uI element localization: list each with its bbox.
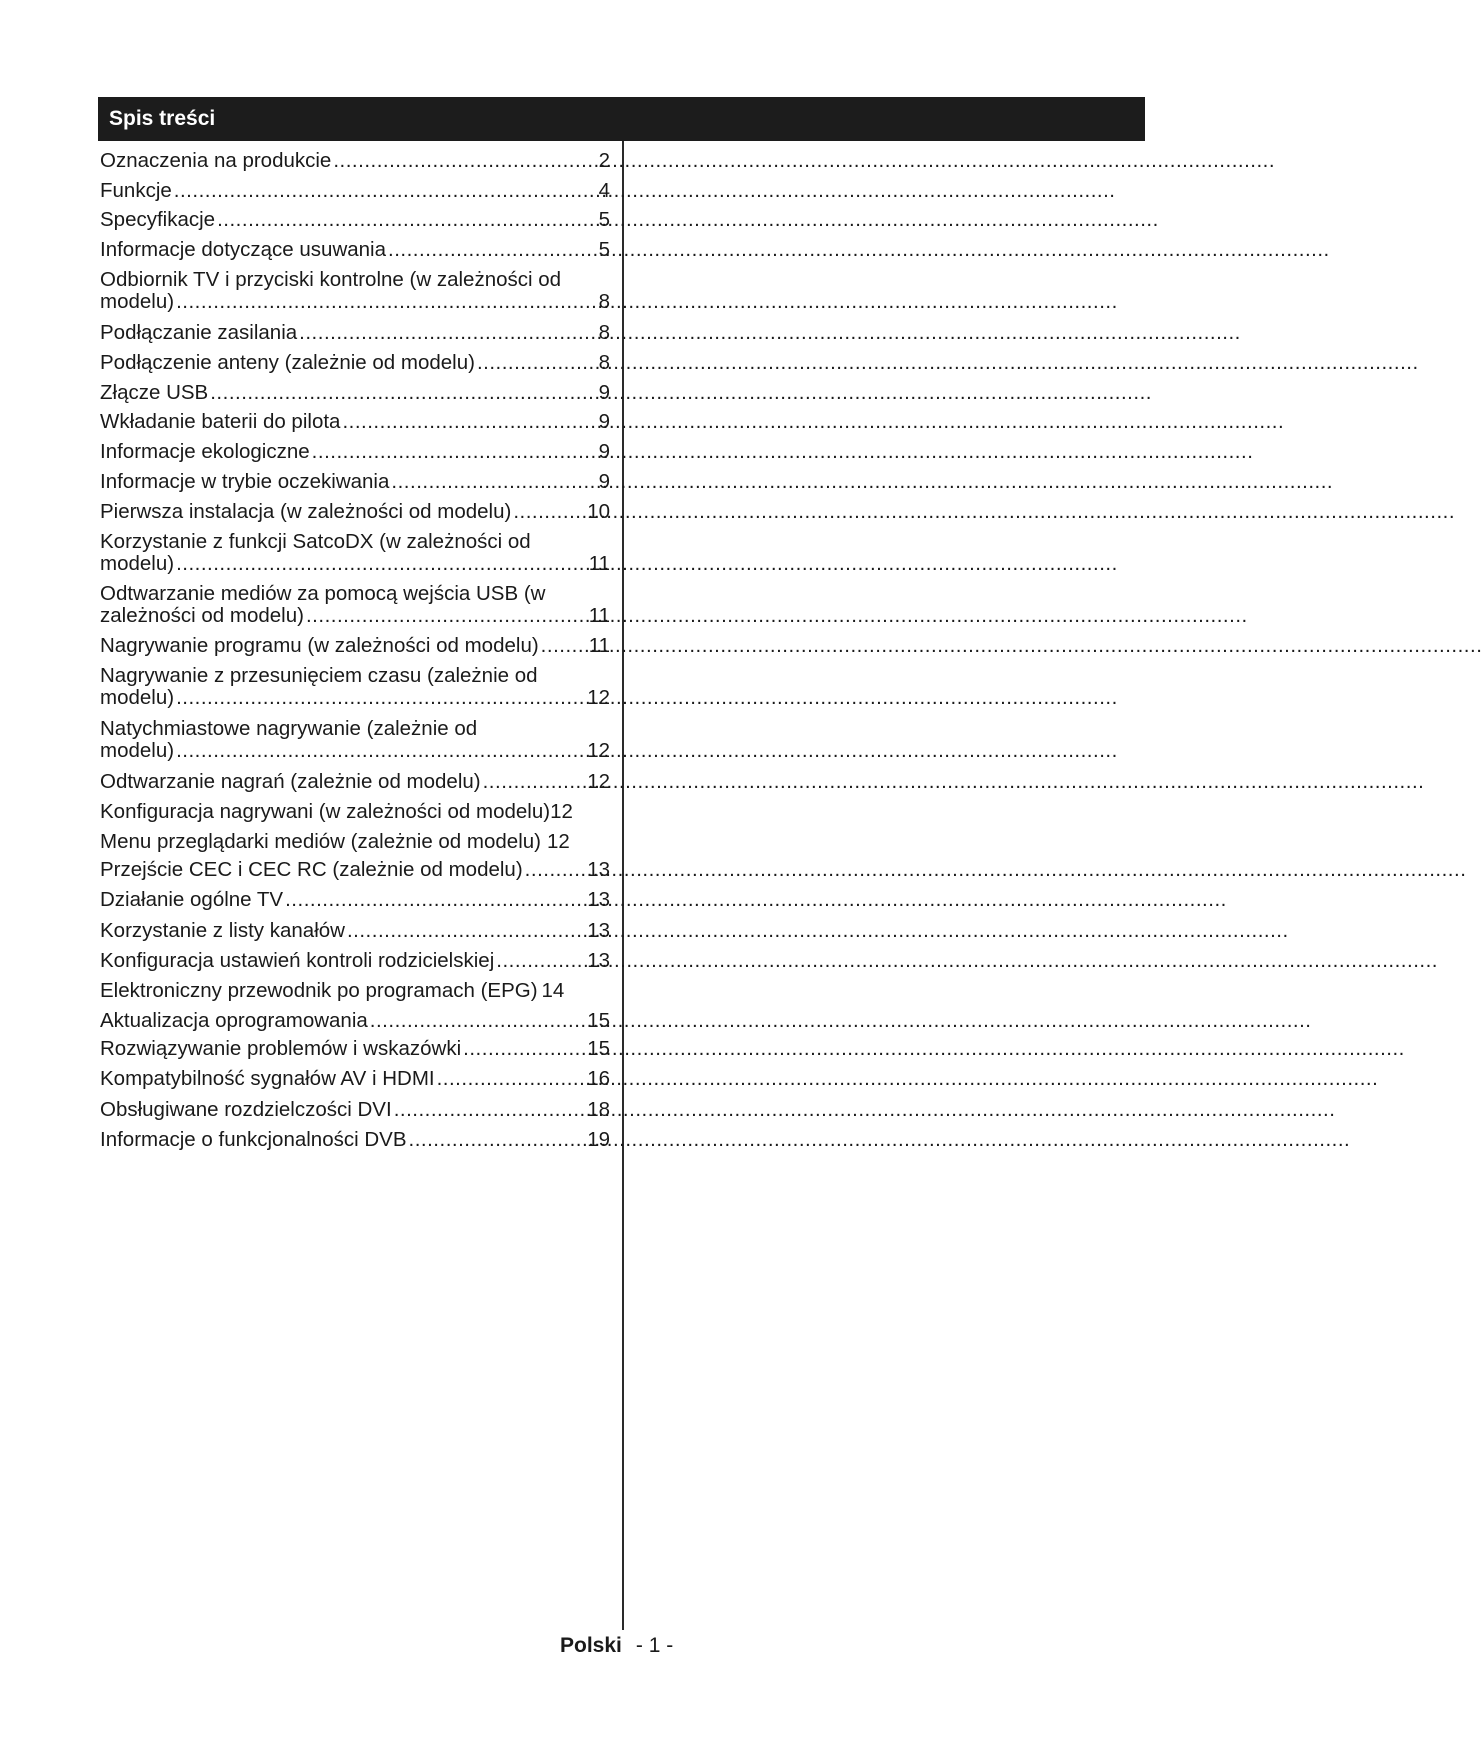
toc-entry-title: modelu) xyxy=(100,552,175,575)
toc-entry[interactable] xyxy=(100,665,610,708)
toc-leader-dots xyxy=(342,411,596,432)
toc-leader-dots xyxy=(312,441,597,462)
toc-entry-title: Działanie ogólne TV xyxy=(100,888,284,911)
toc-entry-page: 11 xyxy=(588,634,610,657)
toc-entry[interactable] xyxy=(100,1129,610,1150)
toc-entry-page: 11 xyxy=(588,552,610,575)
toc-entry-page: 13 xyxy=(587,919,610,942)
toc-entry[interactable] xyxy=(100,1010,610,1031)
toc-leader-dots xyxy=(394,1099,586,1120)
toc-entry-title: Menu przeglądarki mediów (zależnie od modelu) xyxy=(100,830,541,853)
toc-entry-page: 12 xyxy=(587,739,610,762)
toc-entry[interactable] xyxy=(100,269,610,312)
toc-entry-title-line1: Odtwarzanie mediów za pomocą wejścia USB (w xyxy=(100,582,546,605)
toc-entry-page: 15 xyxy=(587,1009,610,1032)
toc-entry[interactable] xyxy=(100,801,610,822)
toc-entry-title: Oznaczenia na produkcie xyxy=(100,149,332,172)
toc-entry-title-line1: Odbiornik TV i przyciski kontrolne (w zależności od xyxy=(100,268,562,291)
toc-entry[interactable] xyxy=(100,889,610,910)
toc-leader-dots xyxy=(388,239,597,260)
toc-entry-page: 13 xyxy=(587,858,610,881)
toc-entry-title: zależności od modelu) xyxy=(100,604,304,627)
toc-entry-title: modelu) xyxy=(100,686,175,709)
toc-entry-page: 9 xyxy=(598,440,610,463)
toc-leader-dots xyxy=(409,1129,586,1150)
toc-entry-title: Konfiguracja ustawień kontroli rodzicielskiej xyxy=(100,949,495,972)
toc-entry[interactable] xyxy=(100,718,610,761)
toc-entry-title: Informacje dotyczące usuwania xyxy=(100,238,387,261)
toc-leader-dots xyxy=(477,352,597,373)
toc-entry[interactable] xyxy=(100,239,610,260)
toc-entry[interactable] xyxy=(100,322,610,343)
toc-entry[interactable] xyxy=(100,771,610,792)
toc-entry[interactable] xyxy=(100,209,610,230)
toc-entry-title: Informacje w trybie oczekiwania xyxy=(100,470,390,493)
toc-entry-title-line1: Korzystanie z funkcji SatcoDX (w zależności od xyxy=(100,530,531,553)
toc-leader-dots xyxy=(541,635,587,656)
toc-entry[interactable] xyxy=(100,411,610,432)
toc-leader-dots xyxy=(210,382,596,403)
toc-leader-dots xyxy=(513,501,585,522)
toc-entry-title: Specyfikacje xyxy=(100,208,216,231)
toc-entry-page: 12 xyxy=(587,686,610,709)
toc-entry-page: 10 xyxy=(587,500,610,523)
toc-entry-page: 11 xyxy=(588,604,610,627)
toc-entry-page: 8 xyxy=(598,351,610,374)
toc-leader-dots xyxy=(370,1010,585,1031)
toc-entry-title: Konfiguracja nagrywani (w zależności od modelu) xyxy=(100,800,551,823)
toc-entry[interactable] xyxy=(100,501,610,522)
toc-entry[interactable] xyxy=(100,1038,610,1059)
toc-leader-dots xyxy=(483,771,586,792)
toc-leader-dots xyxy=(174,180,597,201)
toc-entry-title: modelu) xyxy=(100,290,175,313)
toc-entry[interactable] xyxy=(100,352,610,373)
toc-entry[interactable] xyxy=(100,920,610,941)
toc-leader-dots xyxy=(347,920,585,941)
toc-entry-title: Przejście CEC i CEC RC (zależnie od modelu) xyxy=(100,858,523,881)
toc-entry-title: Aktualizacja oprogramowania xyxy=(100,1009,368,1032)
toc-entry-page: 12 xyxy=(546,830,570,853)
toc-entry-page: 13 xyxy=(587,949,610,972)
toc-entry-page: 2 xyxy=(598,149,610,172)
toc-entry[interactable] xyxy=(100,635,610,656)
toc-entry-title: Funkcje xyxy=(100,179,172,202)
toc-entry-page: 13 xyxy=(587,888,610,911)
toc-leader-dots xyxy=(463,1038,585,1059)
toc-entry-title-line1: Natychmiastowe nagrywanie (zależnie od xyxy=(100,717,478,740)
toc-leader-dots xyxy=(525,859,586,880)
toc-entry-title: Informacje o funkcjonalności DVB xyxy=(100,1128,407,1151)
toc-entry[interactable] xyxy=(100,1099,610,1120)
toc-entry-page: 15 xyxy=(587,1037,610,1060)
header-bar xyxy=(98,97,1145,141)
toc-leader-dots xyxy=(306,605,587,626)
toc-leader-dots xyxy=(176,291,597,312)
toc-entry-title: Podłączanie zasilania xyxy=(100,321,298,344)
toc-entry-page: 8 xyxy=(598,290,610,313)
toc-entry-title: Pierwsza instalacja (w zależności od modelu) xyxy=(100,500,512,523)
toc-entry-title: Informacje ekologiczne xyxy=(100,440,310,463)
toc-entry-page: 9 xyxy=(598,410,610,433)
toc-entry-page: 4 xyxy=(598,179,610,202)
toc-entry-title: modelu) xyxy=(100,739,175,762)
toc-entry[interactable] xyxy=(100,531,610,574)
toc-entry-title: Wkładanie baterii do pilota xyxy=(100,410,341,433)
toc-entry-title: Korzystanie z listy kanałów xyxy=(100,919,345,942)
page-footer xyxy=(560,1634,673,1658)
toc-entry[interactable] xyxy=(100,950,610,971)
toc-leader-dots xyxy=(176,740,585,761)
footer-page-number: - 1 - xyxy=(635,1634,674,1657)
toc-entry-title: Elektroniczny przewodnik po programach (EPG) xyxy=(100,979,538,1002)
toc-leader-dots xyxy=(437,1068,586,1089)
toc-entry-title: Obsługiwane rozdzielczości DVI xyxy=(100,1098,392,1121)
toc-leader-dots xyxy=(217,209,597,230)
toc-entry-page: 18 xyxy=(587,1098,610,1121)
toc-entry-title: Rozwiązywanie problemów i wskazówki xyxy=(100,1037,462,1060)
toc-entry-title: Podłączenie anteny (zależnie od modelu) xyxy=(100,351,475,374)
toc-leader-dots xyxy=(176,553,587,574)
toc-entry[interactable] xyxy=(100,1068,610,1089)
page-title: Spis treści xyxy=(109,107,216,130)
toc-entry-title: Nagrywanie programu (w zależności od modelu) xyxy=(100,634,539,657)
toc-entry[interactable] xyxy=(100,471,610,492)
toc-entry-title-line1: Nagrywanie z przesunięciem czasu (zależnie od xyxy=(100,664,538,687)
toc-entry-page: 12 xyxy=(587,770,610,793)
toc-entry-page: 5 xyxy=(598,208,610,231)
footer-language: Polski xyxy=(560,1634,622,1657)
toc-entry[interactable] xyxy=(100,980,610,1001)
toc-entry[interactable] xyxy=(100,150,610,171)
toc-entry[interactable] xyxy=(100,583,610,626)
toc-entry-title: Odtwarzanie nagrań (zależnie od modelu) xyxy=(100,770,481,793)
toc-entry-page: 12 xyxy=(550,800,573,823)
toc-entry-page: 19 xyxy=(587,1128,610,1151)
toc-leader-dots xyxy=(176,687,585,708)
toc-entry[interactable] xyxy=(100,831,610,852)
toc-leader-dots xyxy=(299,322,596,343)
toc-entry-page: 9 xyxy=(598,470,610,493)
toc-entry[interactable] xyxy=(100,441,610,462)
toc-entry-page: 14 xyxy=(541,979,565,1002)
toc-entry-title: Złącze USB xyxy=(100,381,209,404)
toc-leader-dots xyxy=(391,471,596,492)
toc-leader-dots xyxy=(333,150,596,171)
toc-leader-dots xyxy=(285,889,585,910)
toc-entry[interactable] xyxy=(100,859,610,880)
toc-entry-page: 5 xyxy=(598,238,610,261)
toc-entry-page: 9 xyxy=(598,381,610,404)
toc-entry-page: 8 xyxy=(598,321,610,344)
toc-entry-page: 16 xyxy=(587,1067,610,1090)
toc-entry[interactable] xyxy=(100,180,610,201)
toc-leader-dots xyxy=(496,950,585,971)
toc-entry[interactable] xyxy=(100,382,610,403)
toc-entry-title: Kompatybilność sygnałów AV i HDMI xyxy=(100,1067,435,1090)
